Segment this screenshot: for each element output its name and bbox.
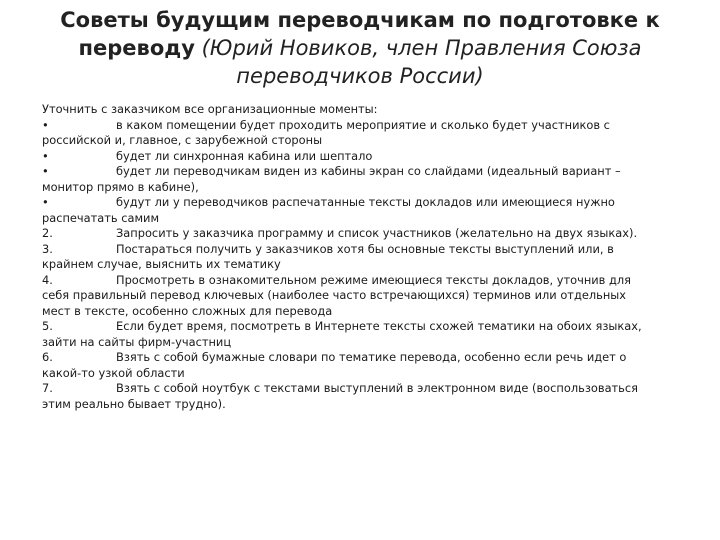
list-item-text: будут ли у переводчиков распечатанные тексты докладов или имеющиеся нужно [116, 195, 615, 209]
list-item-text: Просмотреть в ознакомительном режиме имеющиеся тексты докладов, уточнив для [116, 272, 632, 287]
list-item-continuation: себя правильный перевод ключевых (наиболее часто встречающихся) терминов или отдельных [42, 288, 626, 302]
intro-text: Уточнить с заказчиком все организационные моменты: [42, 102, 378, 116]
list-item-continuation: этим реально бывает трудно). [42, 396, 226, 411]
list-item-continuation: зайти на сайты фирм-участниц [42, 334, 232, 349]
list-item [42, 195, 682, 226]
slide-body [42, 102, 682, 412]
slide-title [60, 6, 660, 90]
list-item [42, 273, 682, 320]
item-list [42, 118, 682, 413]
title-bold: Советы будущим переводчикам по подготовке к переводу [60, 8, 660, 60]
list-item-text: Запросить у заказчика программу и список участников (желательно на двух языках). [116, 226, 638, 240]
list-item [42, 164, 682, 195]
list-item-continuation: какой-то узкой области [42, 365, 185, 380]
list-marker: 6. [42, 350, 53, 364]
list-item-continuation: монитор прямо в кабине), [42, 179, 199, 194]
list-marker: • [42, 117, 49, 132]
list-marker: 5. [42, 319, 53, 333]
list-item-row [42, 242, 682, 258]
list-item-row [42, 195, 682, 211]
list-item [42, 319, 682, 350]
list-marker: 4. [42, 272, 53, 287]
list-item-text: в каком помещении будет проходить мероприятие и сколько будет участников с [116, 117, 610, 132]
list-item-text: Постараться получить у заказчиков хотя бы основные тексты выступлений или, в [116, 241, 614, 256]
list-item-continuation: крайнем случае, выяснить их тематику [42, 257, 281, 271]
list-item-row [42, 273, 682, 289]
list-item-continuation: российской и, главное, с зарубежной стороны [42, 133, 323, 147]
list-item [42, 381, 682, 412]
list-item-row [42, 149, 682, 165]
list-marker: • [42, 195, 49, 209]
title-italic: (Юрий Новиков, член Правления Союза переводчиков России) [201, 36, 642, 88]
list-item [42, 350, 682, 381]
list-item [42, 226, 682, 242]
list-item-continuation: распечатать самим [42, 210, 160, 225]
list-item-row [42, 164, 682, 180]
list-item [42, 118, 682, 149]
list-item-text: Если будет время, посмотреть в Интернете тексты схожей тематики на обоих языках, [116, 319, 642, 333]
list-item-row [42, 381, 682, 397]
list-item [42, 242, 682, 273]
list-item-continuation: мест в тексте, особенно сложных для перевода [42, 303, 333, 318]
list-marker: • [42, 148, 49, 163]
list-item-row [42, 118, 682, 134]
list-item-row [42, 226, 682, 242]
list-marker: 2. [42, 226, 53, 240]
list-item-text: Взять с собой бумажные словари по тематике перевода, особенно если речь идет о [116, 350, 627, 364]
list-item-row [42, 350, 682, 366]
list-marker: • [42, 164, 49, 178]
list-item-text: будет ли переводчикам виден из кабины экран со слайдами (идеальный вариант – [116, 164, 621, 178]
list-item [42, 149, 682, 165]
list-item-row [42, 319, 682, 335]
list-item-text: будет ли синхронная кабина или шептало [116, 148, 373, 163]
list-item-text: Взять с собой ноутбук с текстами выступлений в электронном виде (воспользоваться [116, 381, 639, 395]
list-marker: 7. [42, 381, 53, 395]
list-marker: 3. [42, 241, 53, 256]
